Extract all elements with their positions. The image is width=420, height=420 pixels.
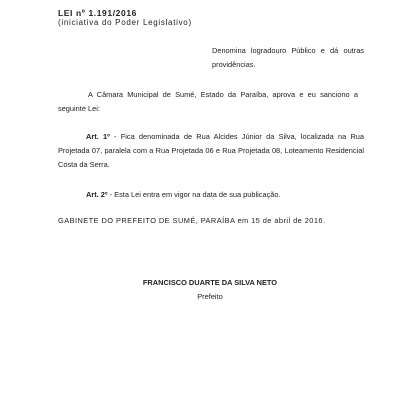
closing-line: GABINETE DO PREFEITO DE SUMÉ, PARAÍBA em 15 de abril de 2016. [58,216,326,225]
article-1 [58,130,364,172]
article-2-text: - Esta Lei entra em vigor na data de sua publicação. [109,190,281,199]
article-1-text: - Fica denominada de Rua Alcides Júnior da Silva, localizada na Rua Projetada 07, paralela com a Rua Projetada 06 e Rua Projetada 08, Loteamento Residencial Costa da Serra. [58,132,364,169]
article-2 [86,188,366,202]
article-1-label: Art. 1º [86,132,110,141]
signer-role: Prefeito [197,292,223,301]
enactment-clause: A Câmara Municipal de Sumé, Estado da Paraíba, aprova e eu sanciono a seguinte Lei: [58,90,358,113]
law-initiative: (iniciativa do Poder Legislativo) [58,18,192,27]
signer-name: FRANCISCO DUARTE DA SILVA NETO [142,278,278,287]
law-summary: Denomina logradouro Público e dá outras providências. [212,46,364,69]
law-number: LEI nº 1.191/2016 [58,8,137,18]
article-2-label: Art. 2º [86,190,108,199]
